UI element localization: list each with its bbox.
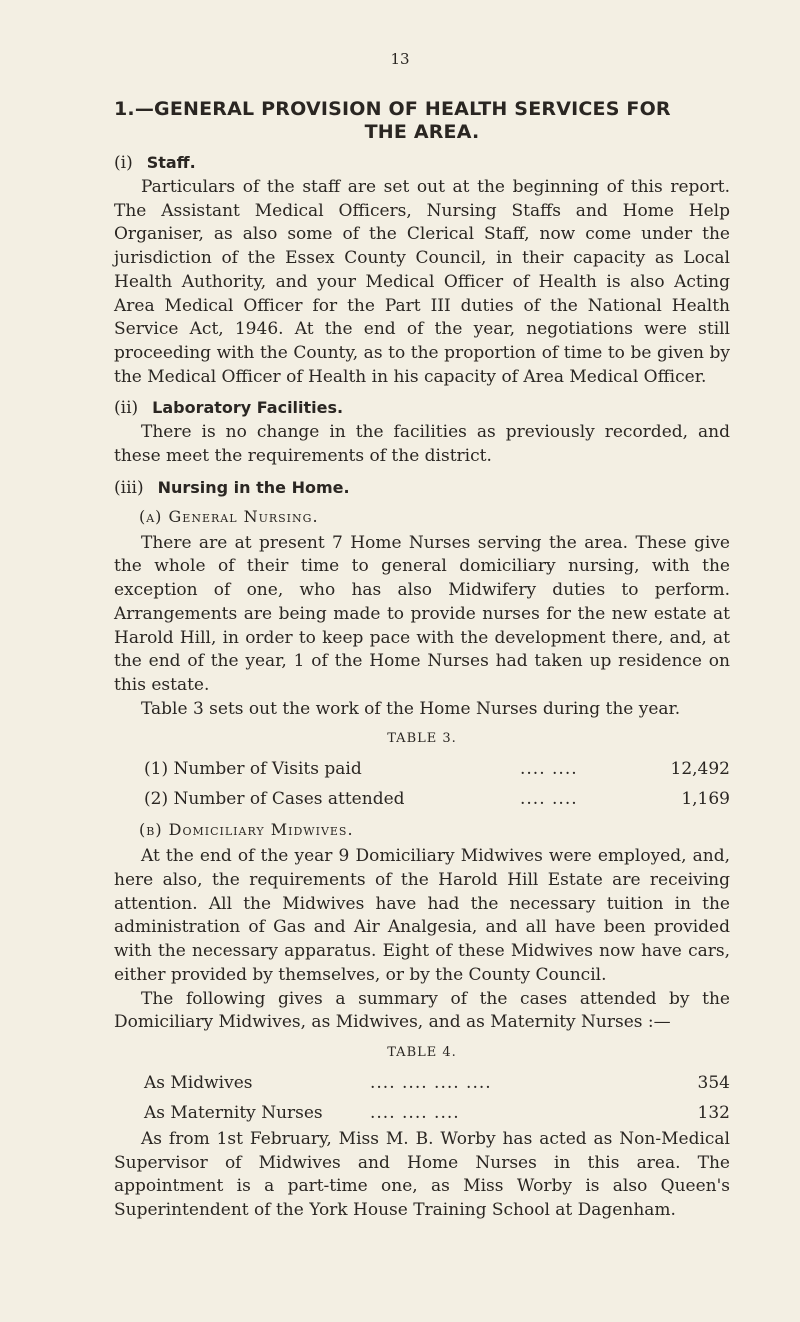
section-title-line2: THE AREA.: [364, 121, 480, 143]
general-nursing-paragraph: There are at present 7 Home Nurses serving the area. These give the whole of their time to general domiciliary nursing, with the exception of one, who has also Midwifery duties to perform. Arrangements are being made to provide nurses for the new estate at Harold Hill, in order to keep pace with the development there, and, at the end of the year, 1 of the Home Nurses had taken up residence on this estate.: [114, 532, 730, 695]
closing-paragraph: As from 1st February, Miss M. B. Worby has acted as Non-Medical Supervisor of Midwives and Home Nurses in this area. The appointment is a part-time one, as Miss Worby is also Queen's Superintendent of the York House Training School at Dagenham.: [114, 1128, 730, 1221]
subsection-nursing-heading: [114, 475, 730, 501]
table-row: [144, 754, 730, 784]
row-value: 1,169: [681, 789, 730, 810]
table3: [114, 754, 730, 814]
section-title-line1: 1.—GENERAL PROVISION OF HEALTH SERVICES FOR: [114, 98, 671, 120]
subsection-title: Staff.: [146, 153, 196, 172]
table-row: [144, 1098, 730, 1128]
leader-dots: .... ....: [520, 759, 578, 780]
section-title: [114, 98, 730, 144]
row-label: As Midwives: [144, 1072, 253, 1093]
leader-dots: .... .... ....: [370, 1102, 460, 1123]
row-label: (2) Number of Cases attended: [144, 789, 405, 810]
table-row: [144, 784, 730, 814]
domiciliary-midwives-heading: (b) Domiciliary Midwives.: [139, 820, 354, 840]
laboratory-paragraph: There is no change in the facilities as previously recorded, and these meet the requirements of the district.: [114, 422, 730, 467]
table4: [114, 1068, 730, 1128]
row-label: As Maternity Nurses: [144, 1102, 323, 1123]
subsection-number: (iii): [114, 477, 144, 498]
general-nursing-heading: (a) General Nursing.: [139, 506, 319, 526]
table4-caption: TABLE 4.: [387, 1044, 457, 1060]
subsection-staff-heading: [114, 150, 730, 176]
midwives-paragraph: At the end of the year 9 Domiciliary Midwives were employed, and, here also, the requirements of the Harold Hill Estate are receiving attention. All the Midwives have had the necessary tuition in the administration of Gas and Air Analgesia, and all have been provided with the necessary apparatus. Eight of these Midwives now have cars, either provided by themselves, or by the County Council.: [114, 846, 730, 985]
table-row: [144, 1068, 730, 1098]
leader-dots: .... ....: [520, 789, 578, 810]
table4-intro: The following gives a summary of the cases attended by the Domiciliary Midwives, as Midwives, and as Maternity Nurses :—: [114, 988, 730, 1033]
staff-paragraph: Particulars of the staff are set out at the beginning of this report. The Assistant Medical Officers, Nursing Staffs and Home Help Organiser, as also some of the Clerical Staff, now come under the jurisdiction of the Essex County Council, in their capacity as Local Health Authority, and your Medical Officer of Health is also Acting Area Medical Officer for the Part III duties of the National Health Service Act, 1946. At the end of the year, negotiations were still proceeding with the County, as to the proportion of time to be given by the Medical Officer of Health in his capacity of Area Medical Officer.: [114, 177, 730, 387]
table3-intro: Table 3 sets out the work of the Home Nurses during the year.: [141, 698, 681, 719]
subsection-title: Laboratory Facilities.: [152, 398, 344, 418]
table3-caption: TABLE 3.: [387, 731, 457, 747]
leader-dots: .... .... .... ....: [370, 1072, 492, 1093]
row-value: 132: [697, 1102, 730, 1123]
subsection-number: (ii): [114, 398, 139, 419]
subsection-title: Nursing in the Home.: [157, 477, 350, 497]
subsection-number: (i): [114, 153, 133, 173]
row-label: (1) Number of Visits paid: [144, 759, 362, 780]
subsection-laboratory-heading: [114, 395, 730, 421]
row-value: 354: [697, 1072, 730, 1093]
page-number: 13: [390, 50, 410, 68]
row-value: 12,492: [670, 759, 730, 780]
